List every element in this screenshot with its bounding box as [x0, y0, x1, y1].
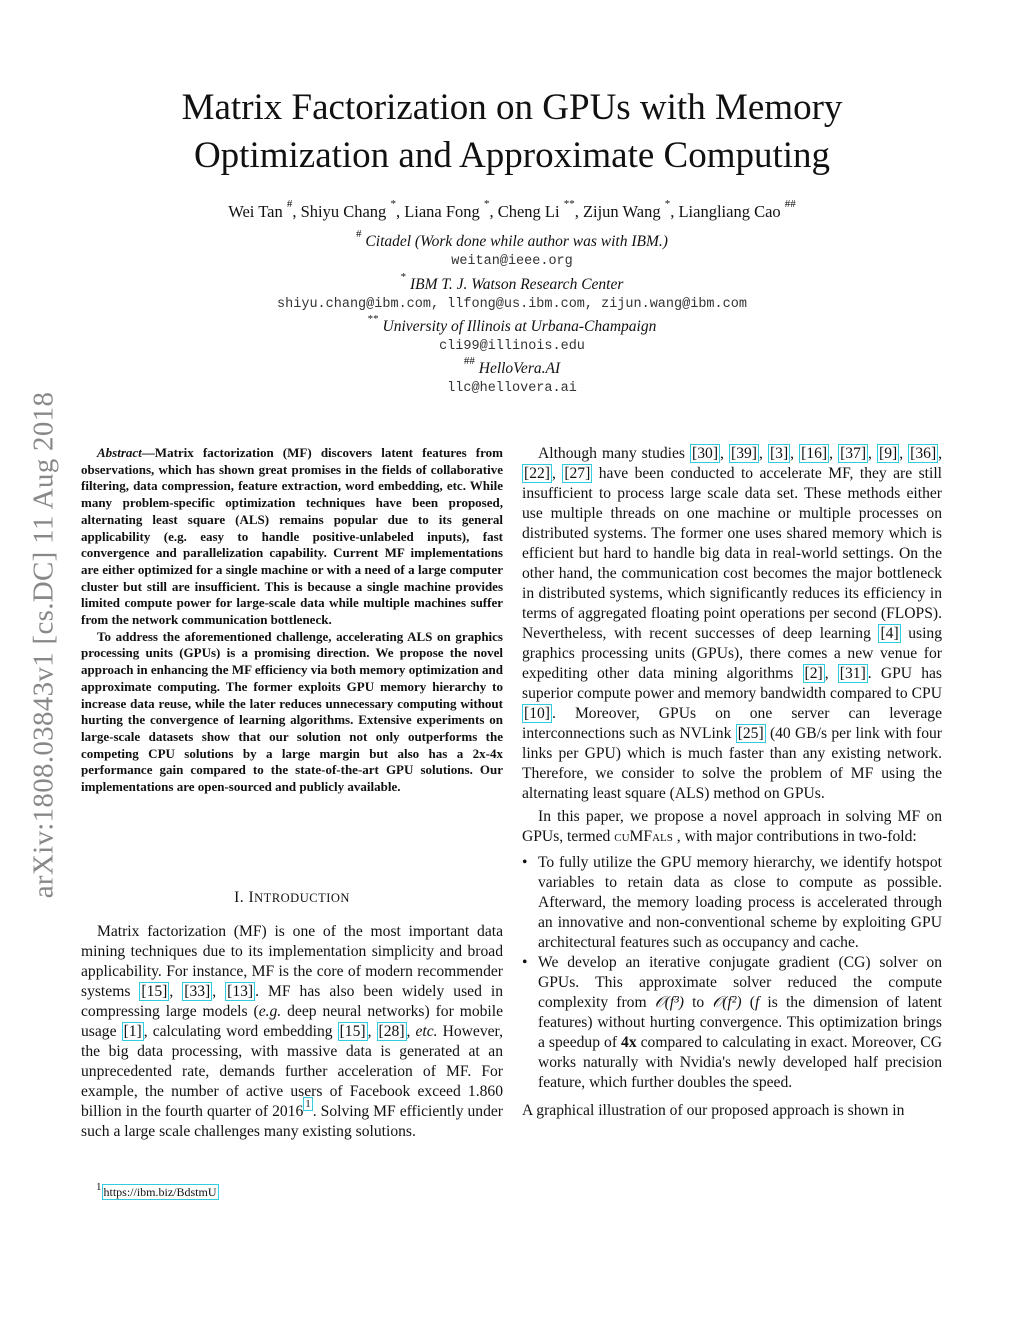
speedup-value: 4x [621, 1034, 637, 1051]
contribution-item [522, 953, 942, 1093]
author: Shiyu Chang [300, 202, 387, 221]
affil-email: shiyu.chang@ibm.com, llfong@us.ibm.com, zijun.wang@ibm.com [277, 297, 747, 312]
bullet-icon: • [522, 854, 528, 871]
citation-link[interactable]: [3] [769, 445, 789, 462]
contribution-text: compared to calculating in exact. Moreover, CG works naturally with Nvidia's newly developed half precision feature, which further doubles the speed. [538, 1034, 942, 1091]
author-mark: * [483, 198, 490, 210]
footnote-ref-link[interactable]: 1 [305, 1098, 311, 1110]
intro-text: Matrix factorization (MF) is one of the most important data mining techniques due to its implementation simplicity and broad applicability. For instance, MF is the core of modern recommender systems [81, 923, 503, 1000]
section-title-rest: NTRODUCTION [254, 891, 350, 905]
citation-link[interactable]: [13] [227, 983, 254, 1000]
author: Wei Tan [228, 202, 283, 221]
tool-name: cuMFals [614, 828, 673, 845]
bullet-icon: • [522, 954, 528, 971]
citation-link[interactable]: [2] [804, 665, 823, 682]
author-mark: * [664, 198, 671, 210]
body-text: using graphics processing units (GPUs), there comes a new venue for expediting other data mining algorithms [522, 625, 942, 682]
affiliation [90, 355, 934, 399]
affil-email: cli99@illinois.edu [439, 339, 585, 354]
intro-text: , calculating word embedding [143, 1023, 338, 1040]
footnote-link[interactable]: https://ibm.biz/BdstmU [103, 1185, 217, 1199]
body-text: . Moreover, GPUs on one server can leverage interconnections such as NVLink [522, 705, 942, 742]
arxiv-stamp-text: arXiv:1808.03843v1 [cs.DC] 11 Aug 2018 [27, 391, 60, 899]
arxiv-stamp [22, 345, 66, 945]
citation-link[interactable]: [15] [339, 1023, 366, 1040]
author-list: Wei Tan #, Shiyu Chang *, Liana Fong *, Cheng Li **, Zijun Wang *, Liangliang Cao ## [228, 198, 796, 221]
right-column-text: Although many studies [30] , [39] , [3] , [16] , [37] , [9] , [36] , [22] , [27] have been conducted to accelerate MF, they are still insufficient to process large scale data set. These methods either use multiple threads on one machine or multiple processes on distributed systems. The former one uses shared memory which is efficient but hard to handle big data in real-world settings. On the other hand, the communication cost becomes the major bottleneck in distributed systems, which significantly reduces its efficiency in terms of aggregated floating point operations per second (FLOPS). Nevertheless, with recent successes of deep learning [4] using graphics processing units (GPUs), there comes a new venue for expediting other data mining algorithms [2] , [31] . GPU has superior compute power and memory bandwidth compared to CPU [10] . Moreover, GPUs on one server can leverage interconnections such as NVLink [25] (40 GB/s per link with four links per GPU) which is much faster than any existing network. Therefore, we consider to solve the problem of MF using the alternating least square (ALS) method on GPUs. In this paper, we propose a novel approach in solving MF on GPUs, termed cuMFals , with major contributions in two-fold: • To fully utilize the GPU memory hierarchy, we identify hotspot variables to retain data as close to compute as possible. Afterward, the memory loading process is accelerated through an innovative and non-conventional scheme by exploiting GPU architectural features such as occupancy and cache. • We develop an iterative conjugate gradient (CG) solver on GPUs. This approximate solver reduced the compute complexity from 𝒪(f³) to 𝒪(f²) (f is the dimension of latent features) without hurting convergence. This optimization brings a speedup of 4x compared to calculating in exact. Moreover, CG works naturally with Nvidia's newly developed half precision feature, which further doubles the speed. A graphical illustration of our proposed approach is shown in [522, 445, 943, 1119]
author-mark: # [286, 198, 293, 210]
affil-mark: ** [367, 313, 379, 325]
citation-link[interactable]: [1] [123, 1023, 142, 1040]
citation-link[interactable]: [37] [840, 445, 867, 462]
affil-name: HelloVera.AI [478, 360, 561, 377]
abstract-paragraph-2: To address the aforementioned challenge, accelerating ALS on graphics processing units (GPUs) is a promising direction. We propose the novel approach in enhancing the MF efficiency via both memory optimization and approximate computing. The former exploits GPU memory hierarchy to increase data reuse, while the later reduces unnecessary computing without hurting the convergence of learning algorithms. Extensive experiments on large-scale datasets show that our solution not only outperforms the competing CPU solutions by a large margin but also has a 2x-4x performance gain compared to the state-of-the-art GPU solutions. Our implementations are open-sourced and publicly available. [81, 628, 503, 795]
affil-name: University of Illinois at Urbana-Champaign [382, 318, 657, 335]
paper-title [90, 84, 934, 180]
citation-link[interactable]: [15] [141, 983, 168, 1000]
abstract-paragraph-1: —Matrix factorization (MF) discovers latent features from observations, which has shown great promises in the fields of collaborative filtering, data compression, feature extraction, word embedding, etc. While many problem-specific optimization techniques have been proposed, alternating least square (ALS) remains popular due to its general applicability (e.g. easy to handle positive-unlabeled inputs), fast convergence and parallelization capability. Current MF implementations are either optimized for a single machine or with a need of a large computer cluster but still are insufficient. This is because a single machine provides limited compute power for large-scale data while multiple machines suffer from the network communication bottleneck. [81, 445, 503, 628]
abstract [81, 445, 503, 796]
intro-text: However, the big data processing, with massive data is generated at an unprecedented rate, demands further acceleration of MF. For example, the number of active users of Facebook exceed 1.860 billion in the fourth quarter of 2016 [81, 1023, 504, 1120]
footnote [96, 1181, 219, 1200]
abstract-lead: Abstract [97, 445, 142, 460]
closing-line: A graphical illustration of our proposed approach is shown in [522, 1102, 905, 1119]
affil-mark: # [356, 228, 362, 240]
citation-link[interactable]: [39] [731, 445, 757, 462]
contribution-text: to [683, 994, 713, 1011]
body-text: (40 GB/s per link with four links per GPU) which is much faster than any existing network. Therefore, we consider to solve the problem of MF using the alternating least square (ALS) method on GPUs. [522, 725, 942, 802]
contribution-list [522, 853, 942, 1093]
section-title-first: I [248, 889, 255, 906]
author: Zijun Wang [582, 202, 661, 221]
complexity-expr: 𝒪(f²) [712, 994, 742, 1011]
intro-text: . MF has also been widely used in compressing large models ( [81, 983, 503, 1020]
section-numeral: I. [234, 889, 245, 906]
body-text: Although many studies [538, 445, 691, 462]
contribution-text: To fully utilize the GPU memory hierarchy, we identify hotspot variables to retain data as close to compute as possible. Afterward, the memory loading process is accelerated through an innovative and non-conventional scheme by exploiting GPU architectural features such as occupancy and cache. [538, 854, 942, 951]
affiliation [90, 313, 934, 357]
citation-link[interactable]: [31] [839, 665, 866, 682]
title-line-1: Matrix Factorization on GPUs with Memory [181, 87, 843, 128]
math-var: f [754, 994, 760, 1011]
affiliation [90, 271, 934, 315]
affil-name: Citadel (Work done while author was with IBM.) [365, 233, 668, 250]
citation-link[interactable]: [16] [801, 445, 828, 462]
intro-text: . Solving MF efficiently under such a large scale challenges many existing solutions. [81, 1103, 503, 1140]
affil-email: llc@hellovera.ai [447, 381, 577, 396]
affil-email: weitan@ieee.org [451, 254, 573, 269]
author: Liangliang Cao [678, 202, 781, 221]
body-text: In this paper, we propose a novel approach in solving MF on GPUs, termed [522, 808, 942, 845]
citation-link[interactable]: [30] [692, 445, 719, 462]
body-text: have been conducted to accelerate MF, they are still insufficient to process large scale data set. These methods either use multiple threads on one machine or multiple processes on distributed systems. The former one uses shared memory which is efficient but hard to handle big data in real-world settings. On the other hand, the communication cost becomes the major bottleneck in distributed systems, which significantly reduces its efficiency in terms of aggregated floating point operations per second (FLOPS). Nevertheless, with recent successes of deep learning [522, 465, 942, 642]
complexity-expr: 𝒪(f³) [654, 994, 684, 1011]
author-mark: * [390, 198, 396, 210]
affil-mark: ## [463, 355, 475, 367]
intro-text: deep neural networks) for mobile usage [81, 1003, 504, 1040]
author: Liana Fong [404, 202, 480, 221]
affil-name: IBM T. J. Watson Research Center [410, 276, 624, 293]
footnote-mark: 1 [96, 1181, 102, 1193]
citation-link[interactable]: [4] [880, 625, 899, 642]
citation-link[interactable]: [36] [910, 445, 937, 462]
citation-link[interactable]: [28] [378, 1023, 405, 1040]
citation-link[interactable]: [9] [879, 445, 898, 462]
intro-etc: etc. [415, 1023, 438, 1040]
citation-link[interactable]: [22] [524, 465, 550, 482]
citation-link[interactable]: [27] [564, 465, 591, 482]
introduction-text: Matrix factorization (MF) is one of the most important data mining techniques due to its implementation simplicity and broad applicability. For instance, MF is the core of modern recommender systems [15] , [33] , [13] . MF has also been widely used in compressing large models (e.g. deep neural networks) for mobile usage [1] , calculating word embedding [15] , [28] , etc. However, the big data processing, with massive data is generated at an unprecedented rate, demands further acceleration of MF. For example, the number of active users of Facebook exceed 1.860 billion in the fourth quarter of 2016 $^1$ . Solving MF efficiently under such a large scale challenges many existing solutions. [81, 923, 504, 1140]
contribution-item [522, 853, 942, 953]
intro-eg: e.g. [258, 1003, 282, 1020]
citation-link[interactable]: [25] [737, 725, 764, 742]
affil-mark: * [400, 271, 407, 283]
author-mark: ** [563, 198, 575, 210]
title-line-2: Optimization and Approximate Computing [193, 135, 831, 176]
citation-link[interactable]: [10] [524, 705, 550, 722]
author: Cheng Li [497, 202, 560, 221]
affiliation [90, 228, 934, 272]
section-heading-introduction [81, 889, 503, 907]
contribution-text: ( [741, 994, 755, 1011]
body-text: , with major contributions in two-fold: [672, 828, 917, 845]
body-text: . GPU has superior compute power and memory bandwidth compared to CPU [522, 665, 942, 702]
citation-link[interactable]: [33] [184, 983, 211, 1000]
author-mark: ## [784, 198, 796, 210]
contribution-text: We develop an iterative conjugate gradient (CG) solver on GPUs. This approximate solver reduced the compute complexity from [538, 954, 942, 1011]
contribution-text: is the dimension of latent features) without hurting convergence. This optimization brings a speedup of [538, 994, 943, 1051]
